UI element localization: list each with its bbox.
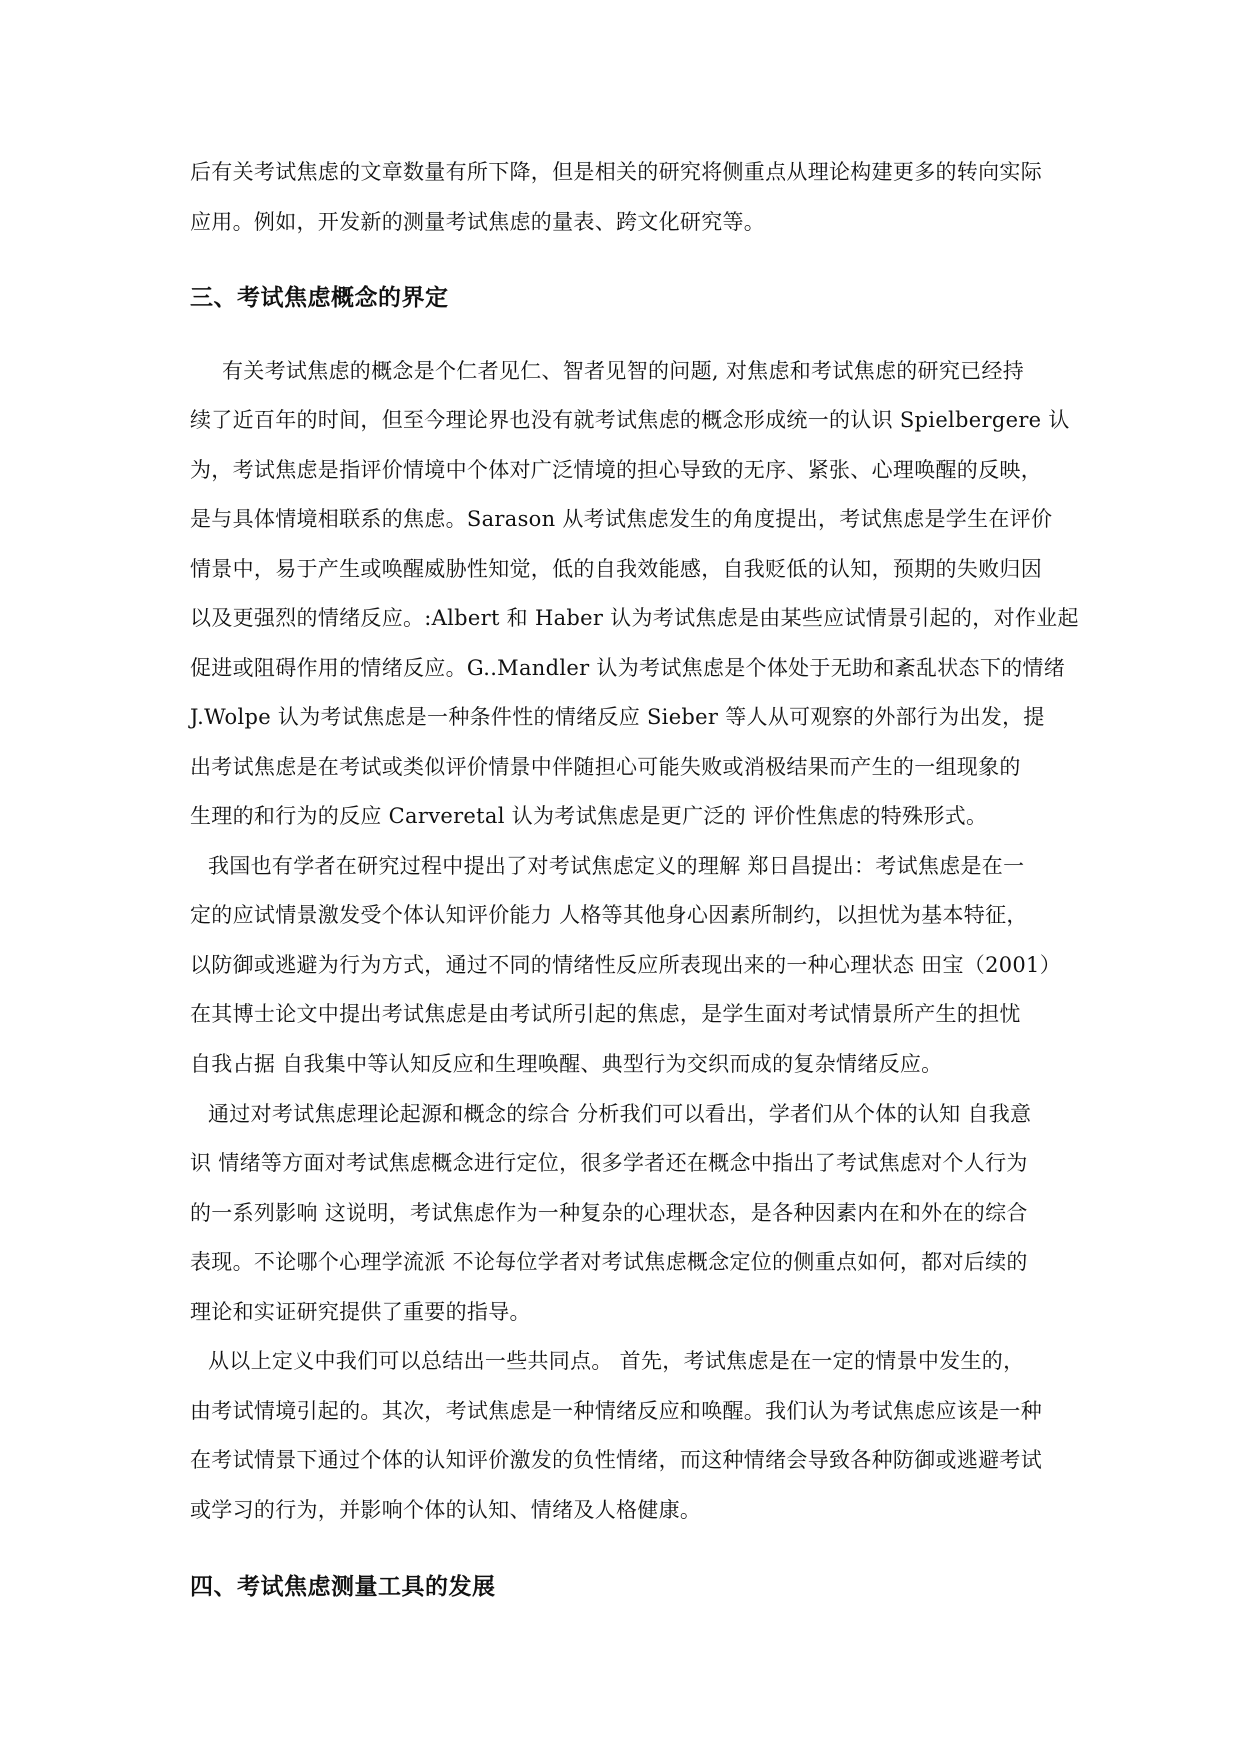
paragraph-line: 情景中，易于产生或唤醒威胁性知觉，低的自我效能感，自我贬低的认知，预期的失败归因 <box>190 557 1042 581</box>
paragraph-line: 理论和实证研究提供了重要的指导。 <box>190 1300 531 1324</box>
paragraph-line: 在其博士论文中提出考试焦虑是由考试所引起的焦虑，是学生面对考试情景所产生的担忧 <box>190 1002 1021 1026</box>
paragraph-line: 后有关考试焦虑的文章数量有所下降，但是相关的研究将侧重点从理论构建更多的转向实际 <box>190 160 1042 184</box>
section-heading: 三、考试焦虑概念的界定 <box>190 284 449 311</box>
paragraph-line: 促进或阻碍作用的情绪反应。G..Mandler 认为考试焦虑是个体处于无助和紊乱状态下的情绪 <box>190 656 1066 680</box>
paragraph-line: 应用。例如，开发新的测量考试焦虑的量表、跨文化研究等。 <box>190 210 766 234</box>
paragraph-line: 的一系列影响 这说明，考试焦虑作为一种复杂的心理状态，是各种因素内在和外在的综合 <box>190 1201 1028 1225</box>
paragraph-line: 识 情绪等方面对考试焦虑概念进行定位，很多学者还在概念中指出了考试焦虑对个人行为 <box>190 1151 1028 1175</box>
paragraph-line: 在考试情景下通过个体的认知评价激发的负性情绪，而这种情绪会导致各种防御或逃避考试 <box>190 1448 1042 1472</box>
paragraph-line: 从以上定义中我们可以总结出一些共同点。 首先，考试焦虑是在一定的情景中发生的， <box>208 1349 1025 1373</box>
paragraph-line: 有关考试焦虑的概念是个仁者见仁、智者见智的问题, 对焦虑和考试焦虑的研究已经持 <box>222 359 1025 383</box>
section-heading: 四、考试焦虑测量工具的发展 <box>190 1573 496 1600</box>
paragraph-line: 我国也有学者在研究过程中提出了对考试焦虑定义的理解 郑日昌提出：考试焦虑是在一 <box>208 854 1025 878</box>
paragraph-line: 出考试焦虑是在考试或类似评价情景中伴随担心可能失败或消极结果而产生的一组现象的 <box>190 755 1021 779</box>
paragraph-line: 通过对考试焦虑理论起源和概念的综合 分析我们可以看出，学者们从个体的认知 自我意 <box>208 1102 1032 1126</box>
paragraph-line: 以及更强烈的情绪反应。:Albert 和 Haber 认为考试焦虑是由某些应试情景引起的，对作业起 <box>190 606 1079 630</box>
paragraph-line: 续了近百年的时间，但至今理论界也没有就考试焦虑的概念形成统一的认识 Spielbergere 认 <box>190 408 1070 432</box>
paragraph-line: 自我占据 自我集中等认知反应和生理唤醒、典型行为交织而成的复杂情绪反应。 <box>190 1052 943 1076</box>
paragraph-line: 或学习的行为，并影响个体的认知、情绪及人格健康。 <box>190 1498 702 1522</box>
paragraph-line: 表现。不论哪个心理学流派 不论每位学者对考试焦虑概念定位的侧重点如何，都对后续的 <box>190 1250 1028 1274</box>
paragraph-line: 为，考试焦虑是指评价情境中个体对广泛情境的担心导致的无序、紧张、心理唤醒的反映， <box>190 458 1042 482</box>
paragraph-line: 由考试情境引起的。其次，考试焦虑是一种情绪反应和唤醒。我们认为考试焦虑应该是一种 <box>190 1399 1042 1423</box>
paragraph-line: 是与具体情境相联系的焦虑。Sarason 从考试焦虑发生的角度提出，考试焦虑是学生在评价 <box>190 507 1053 531</box>
paragraph-line: J.Wolpe 认为考试焦虑是一种条件性的情绪反应 Sieber 等人从可观察的外部行为出发，提 <box>190 705 1045 729</box>
paragraph-line: 以防御或逃避为行为方式，通过不同的情绪性反应所表现出来的一种心理状态 田宝（2001） <box>190 953 1062 977</box>
paragraph-line: 生理的和行为的反应 Carveretal 认为考试焦虑是更广泛的 评价性焦虑的特殊形式。 <box>190 804 988 828</box>
paragraph-line: 定的应试情景激发受个体认知评价能力 人格等其他身心因素所制约，以担忧为基本特征， <box>190 903 1028 927</box>
